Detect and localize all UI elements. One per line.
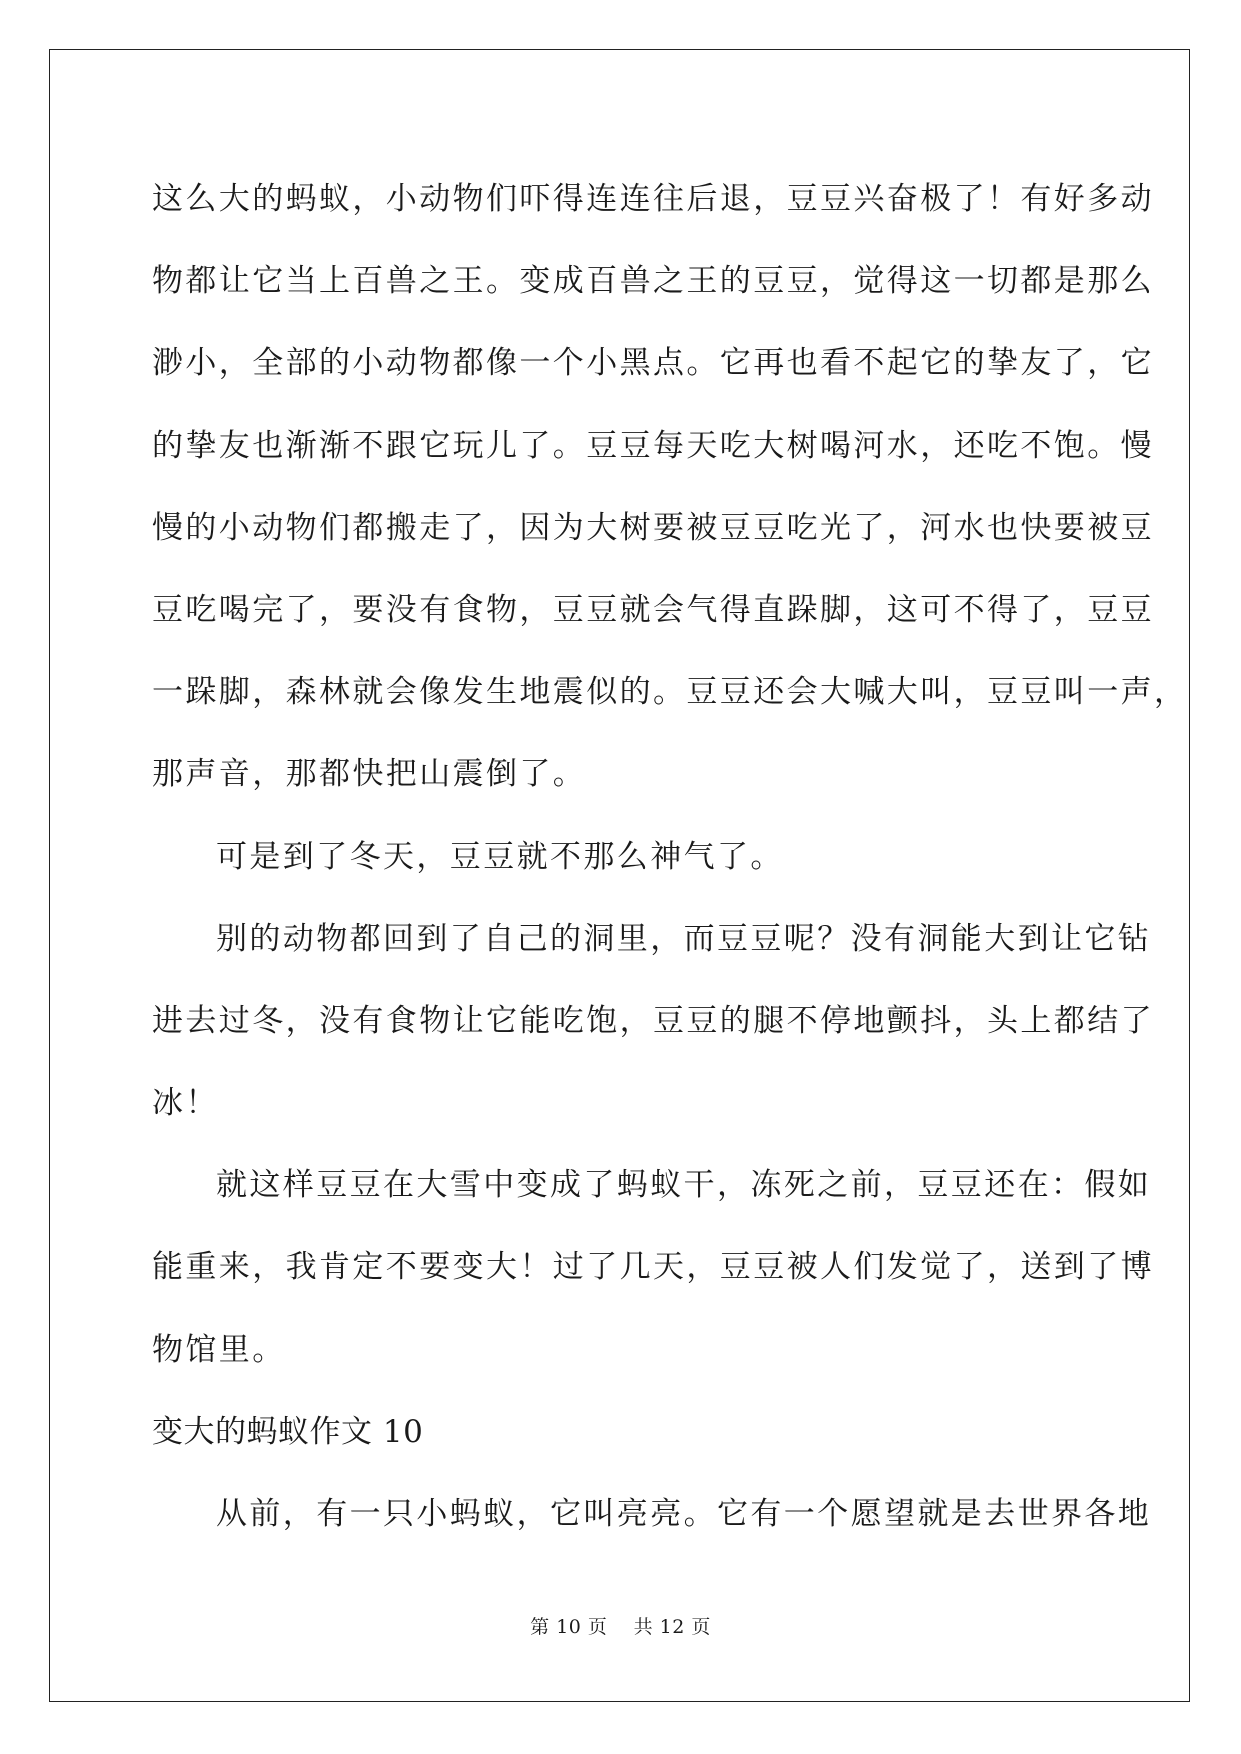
text-line: 进去过冬，没有食物让它能吃饱，豆豆的腿不停地颤抖，头上都结了 — [152, 1002, 1154, 1039]
text-line: 物都让它当上百兽之王。变成百兽之王的豆豆，觉得这一切都是那么 — [152, 263, 1154, 300]
text-line: 那声音，那都快把山震倒了。 — [152, 756, 587, 793]
text-line: 慢的小动物们都搬走了，因为大树要被豆豆吃光了，河水也快要被豆 — [152, 509, 1154, 546]
text-line: 渺小，全部的小动物都像一个小黑点。它再也看不起它的挚友了，它 — [152, 345, 1154, 382]
paragraph-start-line: 可是到了冬天，豆豆就不那么神气了。 — [216, 838, 784, 875]
page-number-label: 第 10 页 共 12 页 — [530, 1616, 711, 1638]
text-line: 能重来，我肯定不要变大！过了几天，豆豆被人们发觉了，送到了博 — [152, 1249, 1154, 1286]
text-line: 豆吃喝完了，要没有食物，豆豆就会气得直跺脚，这可不得了，豆豆 — [152, 591, 1154, 628]
page-footer — [0, 1612, 1241, 1639]
paragraph-start-line: 从前，有一只小蚂蚁，它叫亮亮。它有一个愿望就是去世界各地 — [216, 1496, 1152, 1532]
text-line: 物馆里。 — [152, 1331, 286, 1368]
text-line: 的挚友也渐渐不跟它玩儿了。豆豆每天吃大树喝河水，还吃不饱。慢 — [152, 427, 1154, 464]
section-heading: 变大的蚂蚁作文 10 — [152, 1413, 424, 1450]
text-line: 冰！ — [152, 1085, 219, 1122]
paragraph-start-line: 别的动物都回到了自己的洞里，而豆豆呢？没有洞能大到让它钻 — [216, 920, 1152, 957]
paragraph-start-line: 就这样豆豆在大雪中变成了蚂蚁干，冻死之前，豆豆还在：假如 — [216, 1167, 1152, 1204]
text-line: 一跺脚，森林就会像发生地震似的。豆豆还会大喊大叫，豆豆叫一声， — [152, 674, 1188, 711]
document-body — [152, 158, 1188, 1555]
text-line: 这么大的蚂蚁，小动物们吓得连连往后退，豆豆兴奋极了！有好多动 — [152, 181, 1154, 217]
